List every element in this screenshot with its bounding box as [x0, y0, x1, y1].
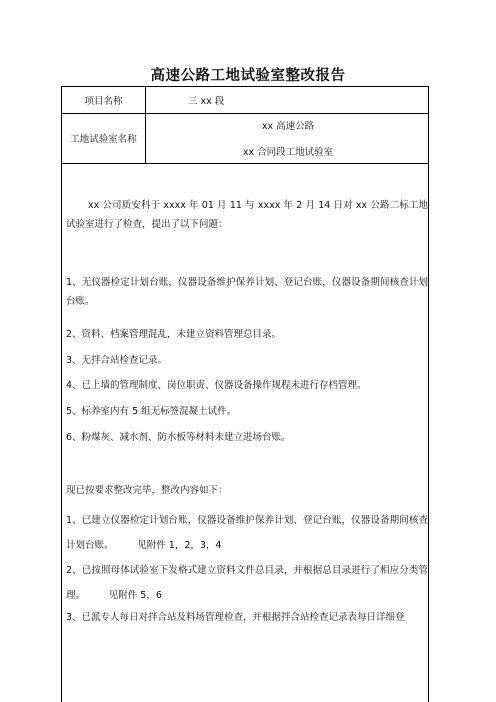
issue-item: 3、无拌合站检查记录。 [66, 355, 168, 366]
project-row [62, 87, 428, 114]
lab-row [62, 113, 428, 164]
rectify-intro: 现已按要求整改完毕，整改内容如下： [66, 485, 228, 496]
issue-item: 6、粉煤灰、减水剂、防水板等材料未建立进场台账。 [66, 432, 291, 443]
report-table [61, 86, 429, 702]
lab-name-line1: xx 高速公路 [261, 121, 315, 132]
project-name-value: 三 xx 段 [188, 96, 225, 107]
project-name-label: 项目名称 [84, 96, 123, 107]
lab-name-label: 工地试验室名称 [70, 134, 137, 145]
rectification-item: 3、已派专人每日对拌合站及料场管理检查，并根据拌合站检查记录表每日详细登 [66, 612, 405, 623]
inspection-intro: xx 公司质安科于 xxxx 年 01 月 11 与 xxxx 年 2 月 14 日对 xx 公路二标工地试验室进行了检查，提出了以下问题： [66, 200, 428, 230]
lab-name-line2: xx 合同段工地试验室 [242, 147, 334, 158]
issue-item: 4、已上墙的管理制度、岗位职责、仪器设备操作规程未进行存档管理。 [66, 380, 367, 391]
rectification-item: 2、已按照母体试验室下发格式建立资料文件总目录，并根据总目录进行了相应分类管理。 见附件 5，6 [66, 565, 428, 601]
column-divider [145, 87, 146, 163]
rectification-item: 1、已建立仪器检定计划台账，仪器设备维护保养计划、登记台账，仪器设备期间核查计划台账。 见附件 1，2，3，4 [66, 515, 428, 551]
report-title: 高速公路工地试验室整改报告 [150, 68, 346, 84]
issue-item: 1、无仪器检定计划台账，仪器设备维护保养计划、登记台账，仪器设备期间核查计划台账。 [66, 277, 428, 307]
issue-item: 2、资料、档案管理混乱，未建立资料管理总目录。 [66, 329, 282, 340]
issue-item: 5、标养室内有 5 组无标签混凝土试件。 [66, 406, 237, 417]
